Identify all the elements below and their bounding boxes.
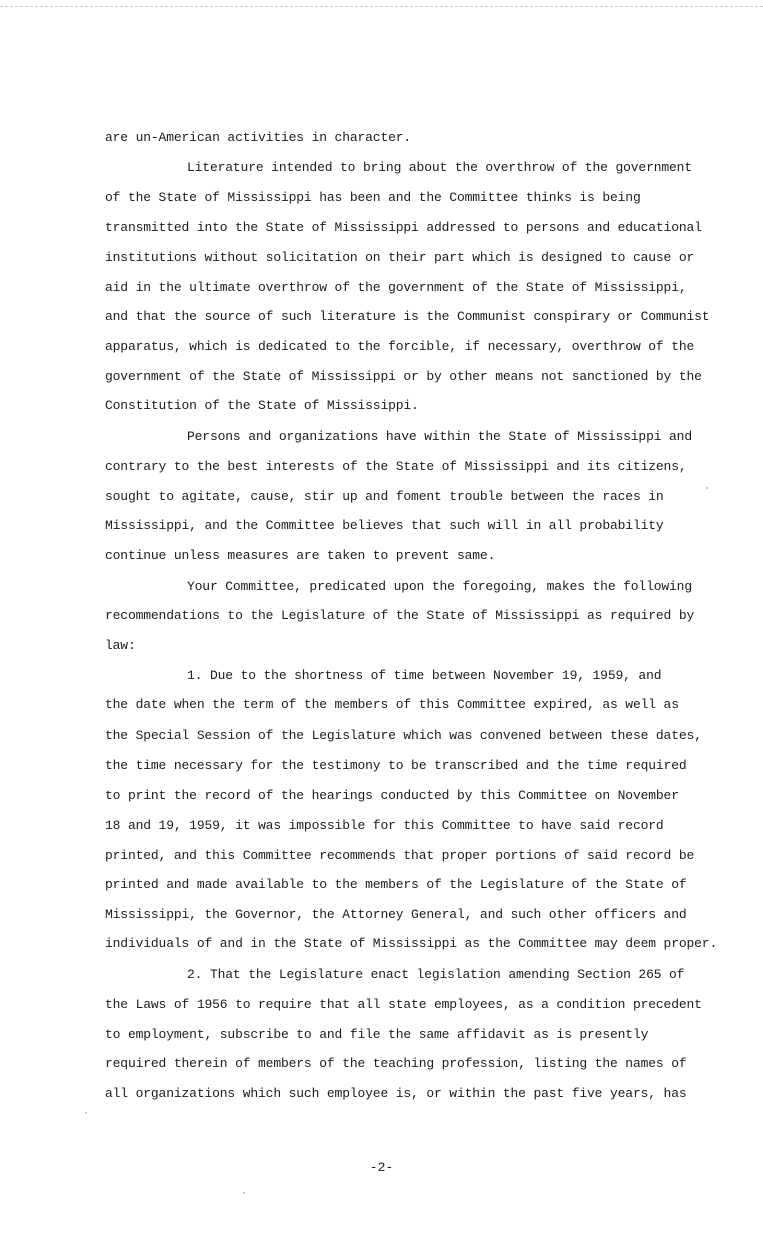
text-line: Persons and organizations have within the State of Mississippi and: [187, 429, 692, 444]
text-line: apparatus, which is dedicated to the forcible, if necessary, overthrow of the: [105, 339, 695, 354]
scan-speck: [243, 1192, 245, 1194]
scan-speck: [85, 1112, 87, 1114]
text-line: are un-American activities in character.: [105, 130, 412, 145]
text-line: recommendations to the Legislature of the State of Mississippi as required by: [105, 608, 695, 623]
text-line: law:: [105, 638, 136, 653]
text-line: 18 and 19, 1959, it was impossible for this Committee to have said record: [105, 818, 664, 833]
text-line: the time necessary for the testimony to be transcribed and the time required: [105, 758, 687, 773]
page-top-edge-rule: [0, 6, 763, 7]
text-line: transmitted into the State of Mississippi addressed to persons and educational: [105, 220, 702, 235]
text-line: Mississippi, and the Committee believes that such will in all probability: [105, 518, 664, 533]
text-line: Constitution of the State of Mississippi.: [105, 398, 419, 413]
text-line: sought to agitate, cause, stir up and foment trouble between the races in: [105, 489, 664, 504]
page-number: -2-: [369, 1160, 394, 1175]
text-line: to employment, subscribe to and file the same affidavit as is presently: [105, 1027, 649, 1042]
text-line: the date when the term of the members of this Committee expired, as well as: [105, 697, 679, 712]
text-line: institutions without solicitation on their part which is designed to cause or: [105, 250, 695, 265]
text-line: Literature intended to bring about the overthrow of the government: [187, 160, 692, 175]
text-line: aid in the ultimate overthrow of the government of the State of Mississippi,: [105, 280, 687, 295]
text-line: required therein of members of the teaching profession, listing the names of: [105, 1056, 687, 1071]
text-line: all organizations which such employee is, or within the past five years, has: [105, 1086, 687, 1101]
text-line: government of the State of Mississippi or by other means not sanctioned by the: [105, 369, 702, 384]
text-line: individuals of and in the State of Mississippi as the Committee may deem proper.: [105, 936, 718, 951]
scan-speck: [706, 487, 708, 489]
text-line: to print the record of the hearings conducted by this Committee on November: [105, 788, 679, 803]
text-line: continue unless measures are taken to prevent same.: [105, 548, 496, 563]
text-line: Your Committee, predicated upon the foregoing, makes the following: [187, 579, 692, 594]
text-line: of the State of Mississippi has been and the Committee thinks is being: [105, 190, 641, 205]
text-line: the Laws of 1956 to require that all state employees, as a condition precedent: [105, 997, 702, 1012]
text-line: 2. That the Legislature enact legislation amending Section 265 of: [187, 967, 685, 982]
text-line: and that the source of such literature is the Communist conspirary or Communist: [105, 309, 710, 324]
text-line: contrary to the best interests of the State of Mississippi and its citizens,: [105, 459, 687, 474]
text-line: printed and made available to the members of the Legislature of the State of: [105, 877, 687, 892]
text-line: Mississippi, the Governor, the Attorney General, and such other officers and: [105, 907, 687, 922]
text-line: 1. Due to the shortness of time between November 19, 1959, and: [187, 668, 662, 683]
text-line: the Special Session of the Legislature which was convened between these dates,: [105, 728, 702, 743]
text-line: printed, and this Committee recommends that proper portions of said record be: [105, 848, 695, 863]
